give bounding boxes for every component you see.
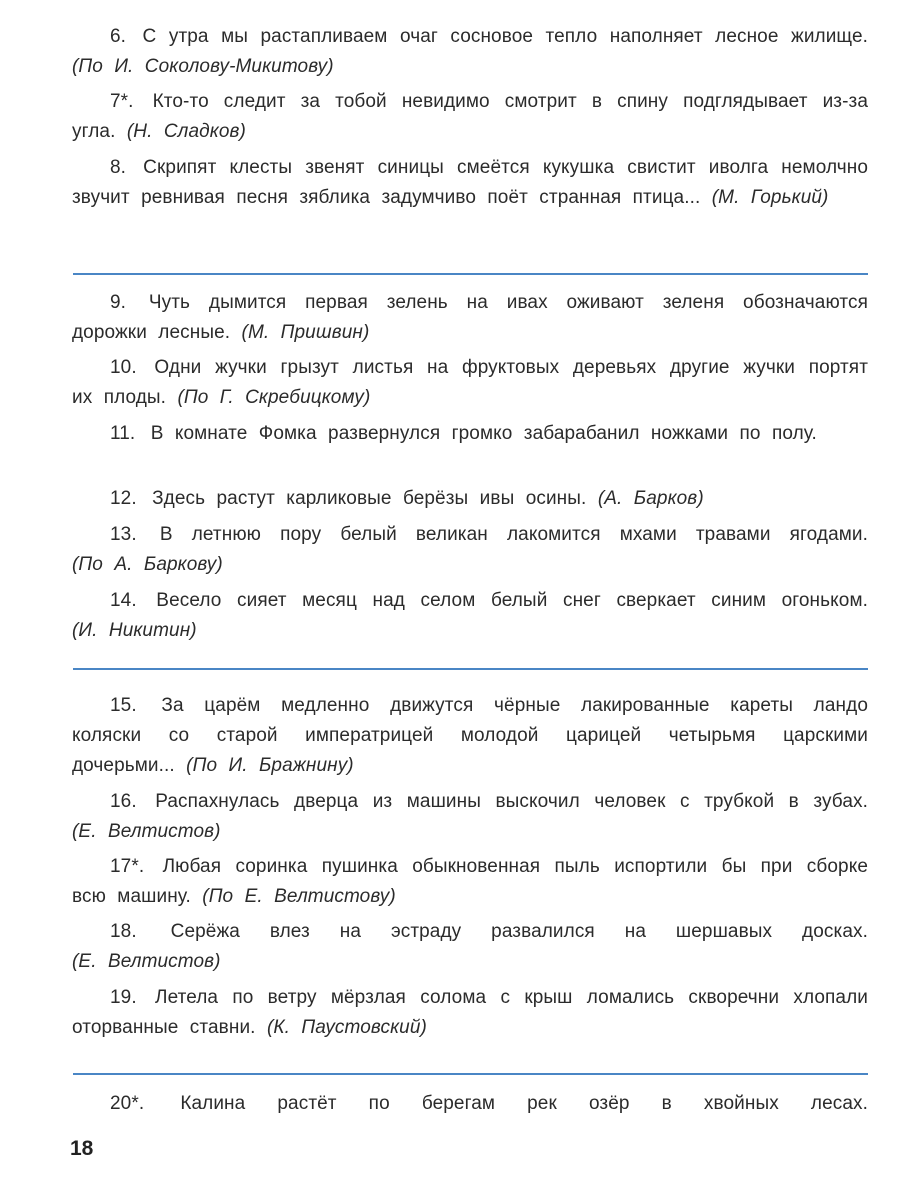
- exercise-12: [72, 484, 868, 514]
- exercise-source: (И. Никитин): [72, 620, 197, 641]
- exercise-number: 12.: [110, 488, 137, 509]
- exercise-source: (М. Горький): [711, 187, 829, 208]
- exercise-number: 8.: [110, 157, 127, 178]
- exercise-number: 17*.: [110, 856, 145, 877]
- exercise-number: 14.: [110, 590, 137, 611]
- exercise-13: [72, 520, 868, 580]
- exercise-text: Любая соринка пушинка обыкновенная пыль испортили бы при сборке всю машину.: [72, 856, 868, 907]
- exercise-20: [72, 1089, 868, 1119]
- exercise-number: 16.: [110, 791, 137, 812]
- section-divider: [73, 273, 868, 275]
- exercise-text: Весело сияет месяц над селом белый снег сверкает синим огоньком.: [156, 590, 868, 611]
- exercise-number: 20*.: [110, 1093, 145, 1114]
- exercise-8: [72, 153, 868, 213]
- exercise-source: (А. Барков): [597, 488, 704, 509]
- exercise-source: (Н. Сладков): [126, 121, 246, 142]
- exercise-16: [72, 787, 868, 847]
- exercise-9: [72, 288, 868, 348]
- exercise-text: Распахнулась дверца из машины выскочил человек с трубкой в зубах.: [155, 791, 868, 812]
- exercise-number: 19.: [110, 987, 137, 1008]
- exercise-source: (Е. Велтистов): [72, 951, 221, 972]
- exercise-number: 6.: [110, 26, 127, 47]
- section-divider: [73, 1073, 868, 1075]
- exercise-text: В летнюю пору белый великан лакомится мхами травами ягодами.: [159, 524, 868, 545]
- exercise-number: 13.: [110, 524, 137, 545]
- exercise-number: 18.: [110, 921, 137, 942]
- exercise-text: За царём медленно движутся чёрные лакированные кареты ландо коляски со старой императрицей молодой царицей четырьмя царскими дочерьми...: [72, 695, 868, 776]
- exercise-number: 10.: [110, 357, 137, 378]
- exercise-number: 15.: [110, 695, 137, 716]
- exercise-source: (По А. Баркову): [72, 554, 223, 575]
- exercise-number: 9.: [110, 292, 127, 313]
- exercise-source: (По И. Бражнину): [186, 755, 354, 776]
- exercise-11: [72, 419, 868, 449]
- exercise-text: Здесь растут карликовые берёзы ивы осины.: [152, 488, 587, 509]
- exercise-text: Летела по ветру мёрзлая солома с крыш ломались скворечни хлопали оторванные ставни.: [72, 987, 868, 1038]
- exercise-15: [72, 691, 868, 781]
- exercise-source: (М. Пришвин): [241, 322, 370, 343]
- exercise-text: Кто-то следит за тобой невидимо смотрит в спину подглядывает из-за угла.: [72, 91, 868, 142]
- exercise-10: [72, 353, 868, 413]
- exercise-text: Чуть дымится первая зелень на ивах оживают зеленя обозначаются дорожки лесные.: [72, 292, 868, 343]
- exercise-number: 11.: [110, 423, 136, 444]
- exercise-7: [72, 87, 868, 147]
- exercise-17: [72, 852, 868, 912]
- exercise-text: В комнате Фомка развернулся громко забарабанил ножками по полу.: [150, 423, 817, 444]
- exercise-source: (По Е. Велтистову): [202, 886, 396, 907]
- exercise-19: [72, 983, 868, 1043]
- exercise-source: (По Г. Скребицкому): [177, 387, 371, 408]
- exercise-text: С утра мы растапливаем очаг сосновое тепло наполняет лесное жилище.: [142, 26, 868, 47]
- page-number: 18: [70, 1137, 94, 1160]
- exercise-6: [72, 22, 868, 82]
- exercise-source: (К. Паустовский): [266, 1017, 427, 1038]
- exercise-text: Калина растёт по берегам рек озёр в хвойных лесах.: [180, 1093, 868, 1114]
- exercise-18: [72, 917, 868, 977]
- exercise-source: (По И. Соколову-Микитову): [72, 56, 334, 77]
- exercise-number: 7*.: [110, 91, 134, 112]
- exercise-text: Серёжа влез на эстраду развалился на шершавых досках.: [170, 921, 868, 942]
- exercise-source: (Е. Велтистов): [72, 821, 221, 842]
- exercise-text: Одни жучки грызут листья на фруктовых деревьях другие жучки портят их плоды.: [72, 357, 869, 408]
- section-divider: [73, 668, 868, 670]
- exercise-text: Скрипят клесты звенят синицы смеётся кукушка свистит иволга немолчно звучит ревнивая песня зяблика задумчиво поёт странная птица...: [72, 157, 868, 208]
- exercise-14: [72, 586, 868, 646]
